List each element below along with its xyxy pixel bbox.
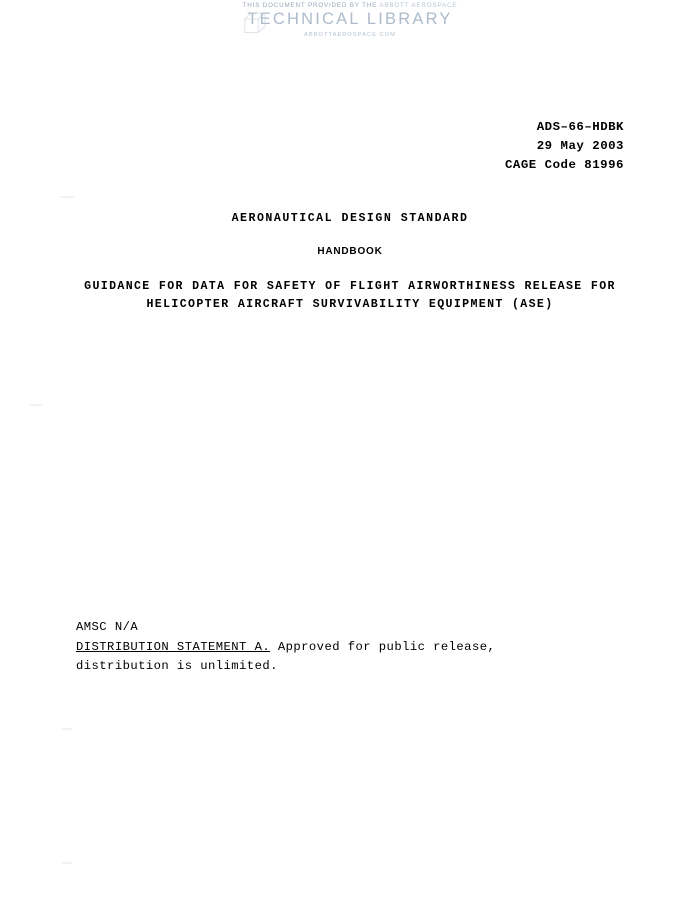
scan-artifact (62, 728, 72, 730)
amsc-number: AMSC N/A (76, 620, 139, 634)
watermark-url: ABBOTTAEROSPACE.COM (304, 32, 396, 38)
title-block (0, 212, 700, 314)
scan-artifact (62, 862, 72, 864)
distribution-statement-text: Approved for public release, (270, 639, 496, 654)
document-title-line-2: HELICOPTER AIRCRAFT SURVIVABILITY EQUIPMENT (ASE) (146, 298, 554, 311)
scan-artifact (30, 404, 42, 406)
distribution-statement-line (76, 638, 495, 658)
distribution-statement-text-2: distribution is unlimited. (76, 659, 278, 673)
document-date: 29 May 2003 (536, 139, 624, 153)
abbott-aerospace-watermark (0, 0, 700, 48)
distribution-statement-label: DISTRIBUTION STATEMENT A. (76, 639, 271, 654)
watermark-title: TECHNICAL LIBRARY (247, 10, 453, 28)
document-identification-block (505, 118, 624, 175)
cage-code: CAGE Code 81996 (504, 158, 624, 172)
watermark-provided-text: THIS DOCUMENT PROVIDED BY THE (242, 2, 378, 9)
watermark-line-1 (235, 2, 465, 9)
watermark-brand-text: ABBOTT AEROSPACE (379, 2, 458, 9)
cube-logo-icon (241, 10, 271, 40)
document-title-line-1: GUIDANCE FOR DATA FOR SAFETY OF FLIGHT AIRWORTHINESS RELEASE FOR (84, 280, 616, 293)
handbook-label: HANDBOOK (317, 246, 383, 257)
standard-label: AERONAUTICAL DESIGN STANDARD (231, 212, 469, 225)
distribution-footer (76, 618, 495, 677)
scan-artifact (60, 196, 74, 198)
document-number: ADS–66–HDBK (536, 120, 624, 134)
